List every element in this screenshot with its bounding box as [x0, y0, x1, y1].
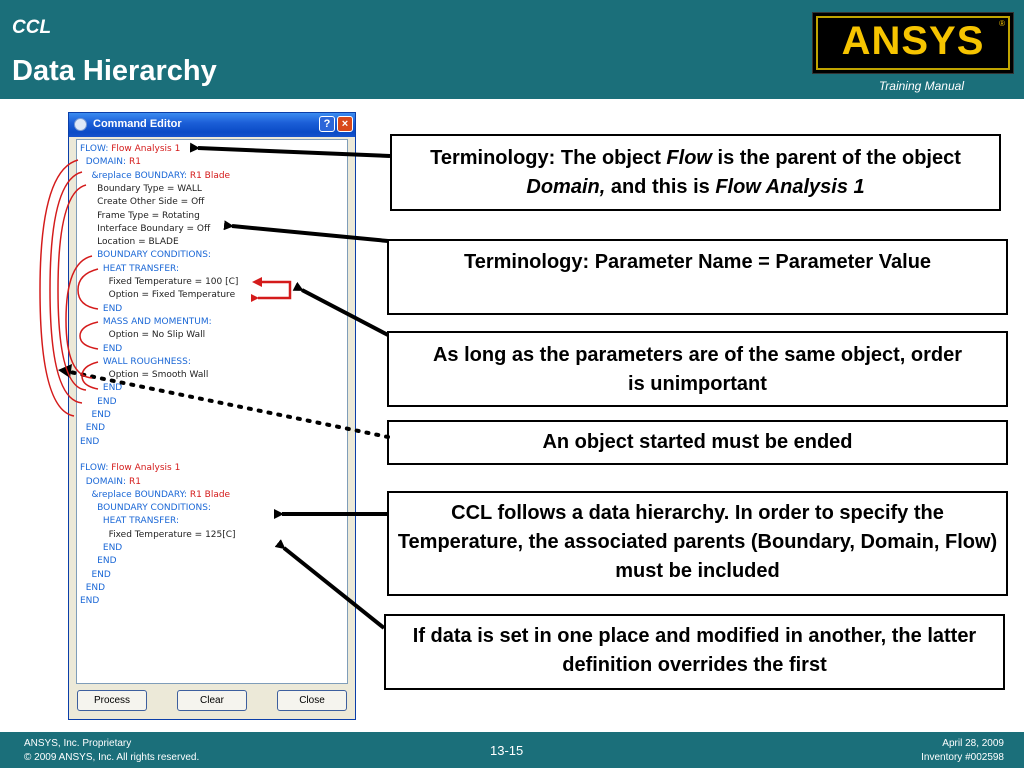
ccl-value: Fixed Temperature = 100 [C] — [80, 277, 239, 287]
process-button[interactable]: Process — [77, 690, 147, 711]
close-button[interactable]: Close — [277, 690, 347, 711]
ccl-keyword: END — [80, 582, 106, 593]
footer-date: April 28, 2009 — [942, 738, 1004, 749]
bracket-boundary-conditions — [66, 256, 92, 378]
bracket-mass-momentum — [80, 322, 98, 349]
ccl-value: Fixed Temperature = 125[C] — [80, 529, 236, 540]
ccl-keyword: END — [80, 423, 106, 434]
ccl-value: R1 Blade — [189, 170, 231, 181]
callout-1-flow-analysis: Flow Analysis 1 — [715, 176, 865, 198]
ccl-keyword: END — [80, 436, 100, 447]
registered-mark: ® — [999, 19, 1005, 28]
footer-proprietary: ANSYS, Inc. Proprietary — [24, 738, 132, 749]
ccl-value: Frame Type = Rotating — [80, 210, 200, 221]
callout-1-domain: Domain, — [526, 176, 606, 198]
ccl-value: R1 — [128, 157, 141, 168]
ccl-value: Flow Analysis 1 — [111, 144, 181, 154]
ccl-keyword: END — [80, 343, 123, 354]
ccl-value: Boundary Type = WALL — [80, 183, 202, 194]
ccl-value: R1 Blade — [189, 489, 231, 500]
callout-parameter-name-value: Terminology: Parameter Name = Parameter Value — [387, 239, 1008, 315]
bracket-heat-transfer — [78, 269, 98, 309]
callout-1-text-e: and this is — [605, 176, 716, 198]
ccl-keyword: END — [80, 556, 117, 567]
help-button[interactable]: ? — [319, 116, 335, 132]
callout-1-flow: Flow — [666, 147, 712, 169]
ccl-value: Interface Boundary = Off — [80, 223, 211, 234]
ccl-keyword: FLOW: — [80, 463, 112, 474]
page-number: 13-15 — [490, 743, 524, 758]
footer-bar — [0, 732, 1024, 768]
order-swap-head-top — [252, 277, 262, 287]
callout-1-text-a: Terminology: The object — [430, 147, 667, 169]
callout-1-text-c: is the parent of the object — [711, 147, 961, 169]
arrow-option-line — [302, 290, 388, 335]
page-title: Data Hierarchy — [12, 55, 217, 87]
ccl-value: Flow Analysis 1 — [111, 463, 181, 474]
ccl-keyword: END — [80, 569, 111, 580]
ccl-keyword: DOMAIN: — [80, 476, 129, 487]
ccl-keyword: FLOW: — [80, 144, 112, 154]
ccl-keyword: &replace BOUNDARY: — [80, 170, 190, 181]
ccl-keyword: HEAT TRANSFER: — [80, 516, 180, 527]
callout-object-ended: An object started must be ended — [387, 420, 1008, 465]
ccl-keyword: BOUNDARY CONDITIONS: — [80, 503, 211, 514]
clear-button[interactable]: Clear — [177, 690, 247, 711]
callout-order-unimportant: As long as the parameters are of the same object, order is unimportant — [387, 331, 1008, 407]
ccl-value: Option = Fixed Temperature — [80, 290, 236, 301]
ccl-keyword: MASS AND MOMENTUM: — [80, 316, 212, 327]
ccl-value: Create Other Side = Off — [80, 197, 205, 208]
section-label: CCL — [12, 17, 52, 38]
ccl-keyword: END — [80, 396, 117, 407]
ccl-keyword: HEAT TRANSFER: — [80, 263, 180, 274]
ccl-keyword: BOUNDARY CONDITIONS: — [80, 250, 211, 261]
ccl-keyword: END — [80, 410, 111, 420]
callout-latter-overrides: If data is set in one place and modified in another, the latter definition overrides the first — [384, 614, 1005, 690]
order-swap-bracket — [258, 282, 290, 298]
logo-text: ANSYS — [841, 19, 985, 63]
ccl-keyword: &replace BOUNDARY: — [80, 489, 190, 500]
ccl-keyword: END — [80, 383, 123, 394]
arrow-override — [284, 548, 384, 628]
ccl-keyword: WALL ROUGHNESS: — [80, 356, 191, 367]
ccl-value: Option = No Slip Wall — [80, 330, 206, 341]
bracket-boundary — [58, 185, 86, 390]
footer-inventory: Inventory #002598 — [921, 752, 1004, 763]
ccl-value: Location = BLADE — [80, 237, 179, 248]
callout-data-hierarchy: CCL follows a data hierarchy. In order to specify the Temperature, the associated parents (Boundary, Domain, Flow) must be included — [387, 491, 1008, 596]
arrow-interface-line — [232, 226, 388, 241]
ccl-keyword: DOMAIN: — [80, 157, 129, 168]
window-title: Command Editor — [93, 118, 182, 130]
training-manual-label: Training Manual — [878, 79, 964, 93]
ccl-value: R1 — [128, 476, 141, 487]
footer-copyright: © 2009 ANSYS, Inc. All rights reserved. — [24, 752, 200, 763]
arrow-end-dotted — [70, 372, 388, 437]
ccl-keyword: END — [80, 596, 100, 607]
ccl-keyword: END — [80, 543, 123, 553]
ccl-value: Option = Smooth Wall — [80, 370, 209, 381]
ccl-keyword: END — [80, 303, 123, 314]
arrow-flow-line — [198, 148, 390, 156]
window-close-button[interactable]: × — [337, 116, 353, 132]
